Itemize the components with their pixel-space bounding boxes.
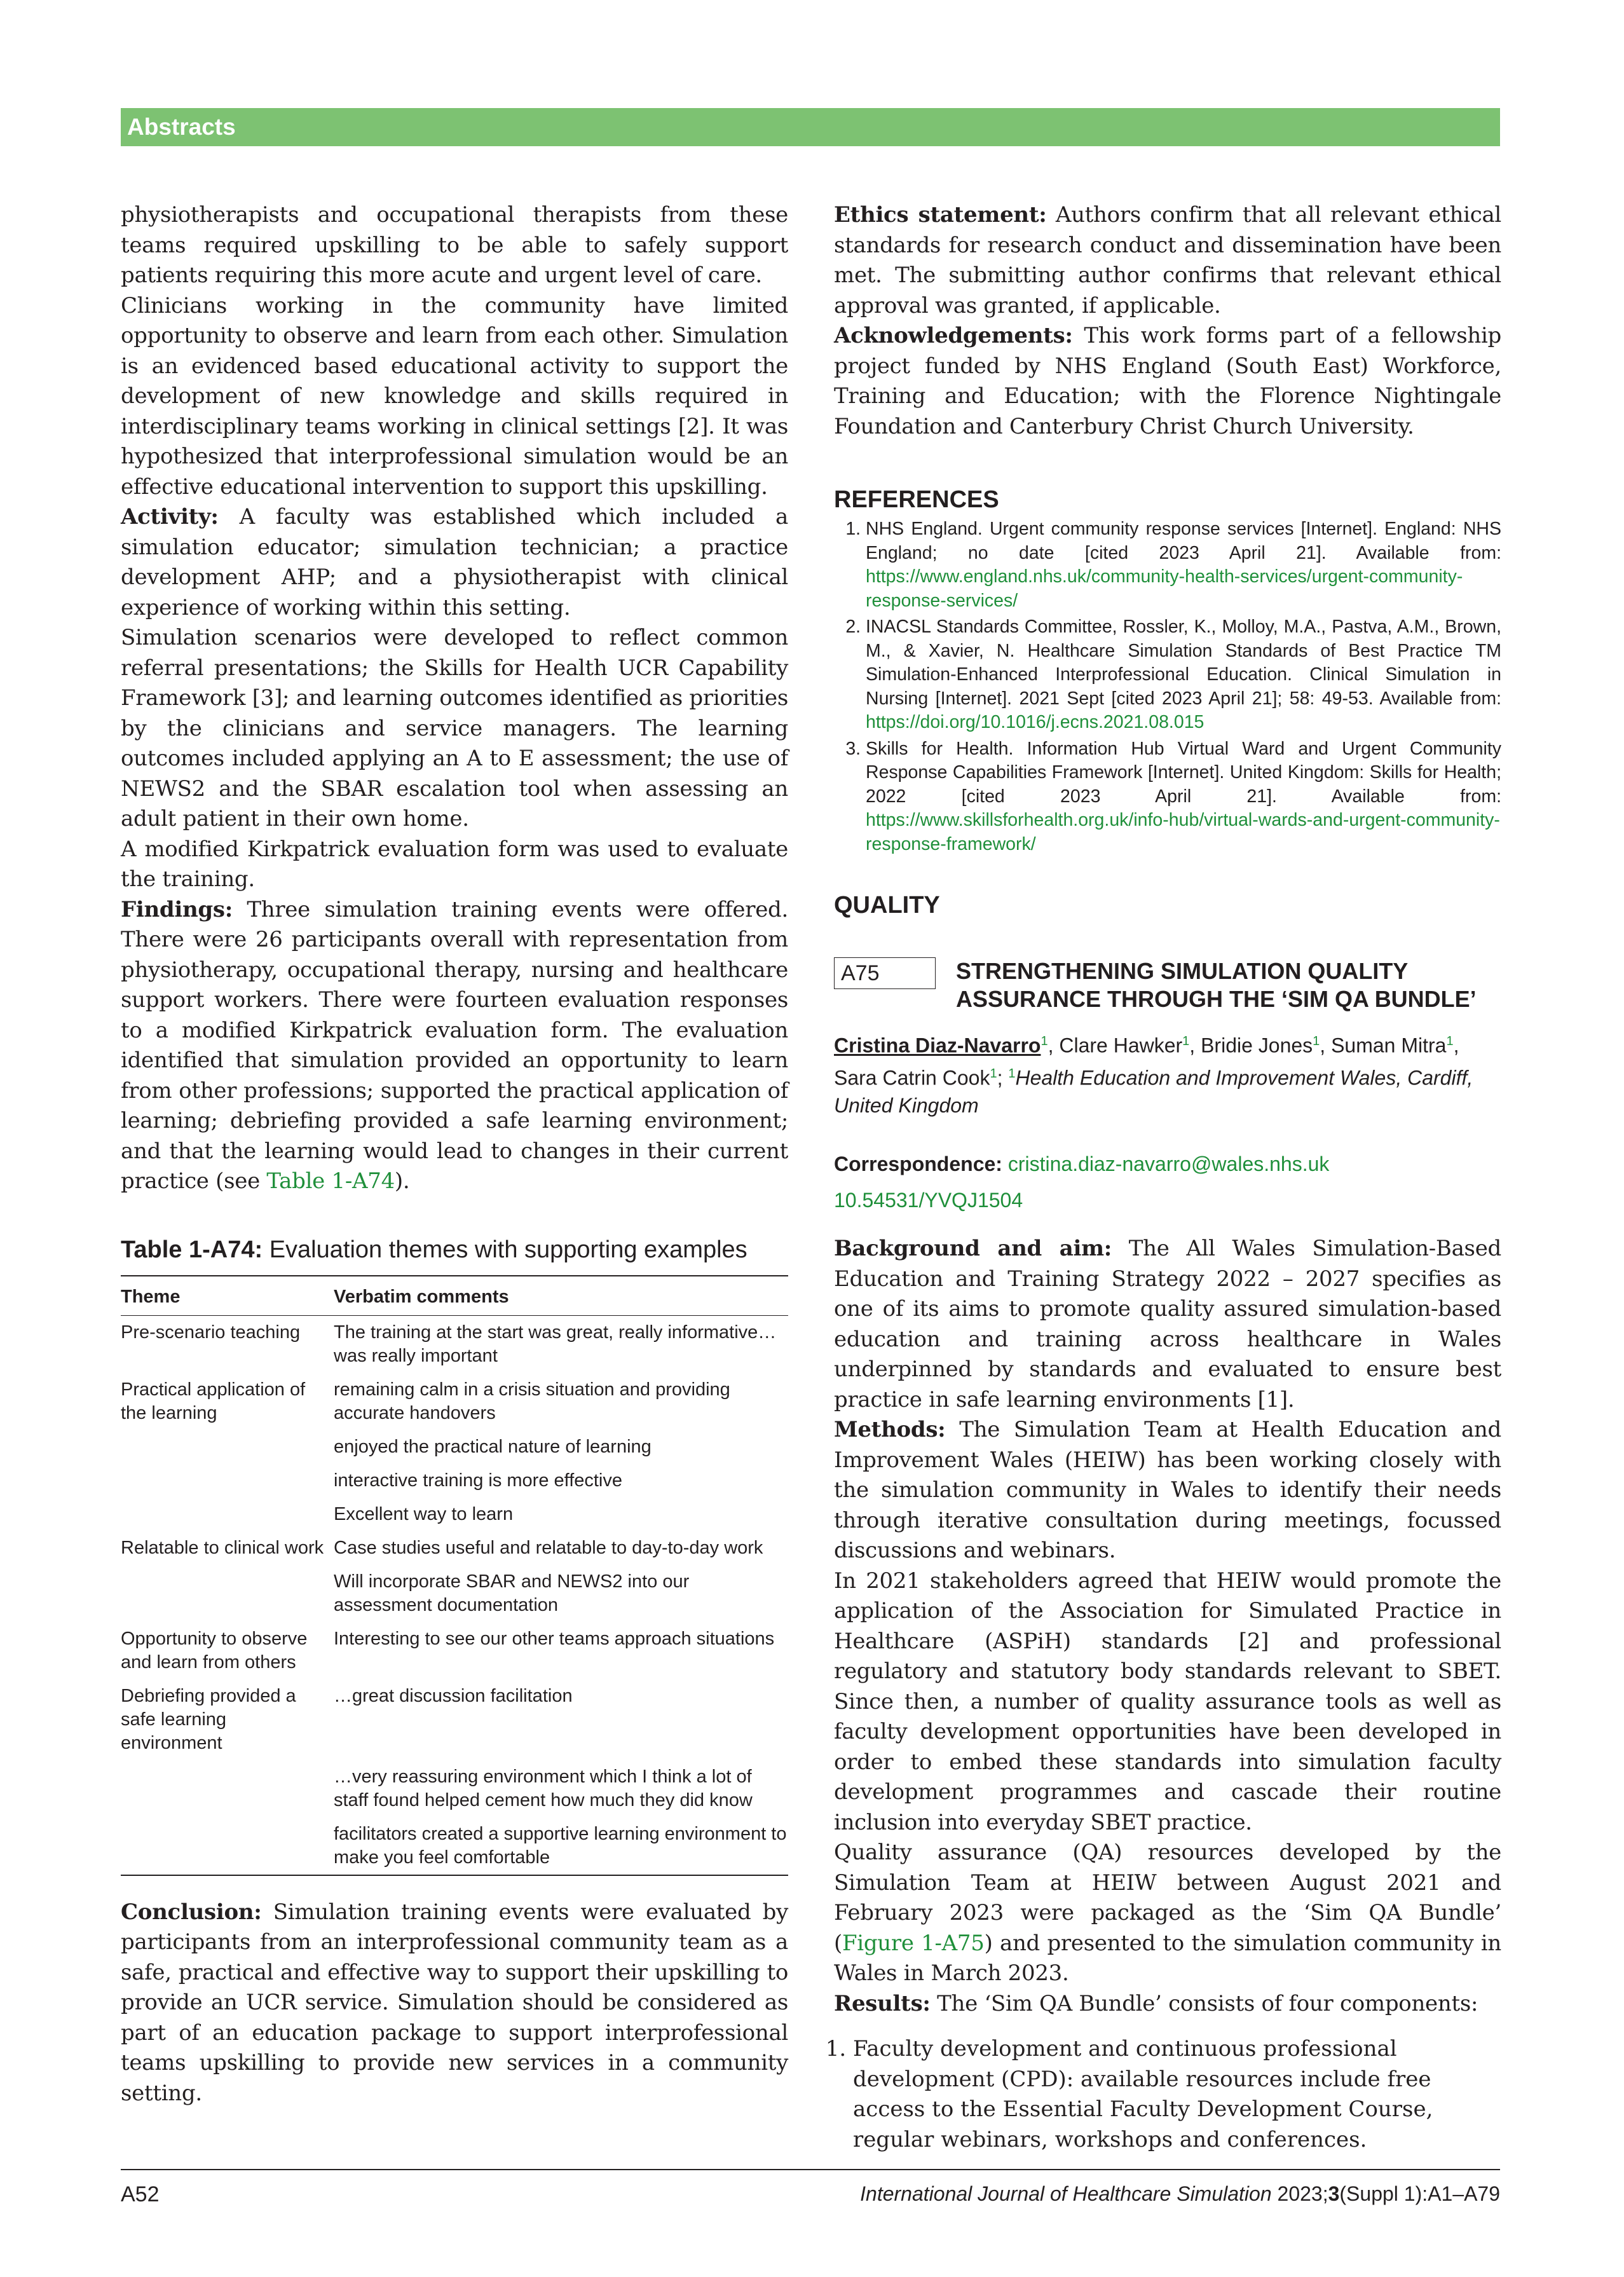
findings-end: ). [394, 1168, 410, 1194]
background-label: Background and aim: [834, 1236, 1112, 1262]
references-heading: REFERENCES [834, 486, 999, 513]
reference-item [866, 737, 1501, 857]
ethics-paragraph [834, 200, 1501, 321]
ethics-text: Authors confirm that all relevant ethical standards for research conduct and dissemination have been met. The submitting author confirms that relevant ethical approval was granted, if applicable. [834, 202, 1501, 318]
affiliation-marker: 1 [1313, 1034, 1320, 1048]
paragraph: Simulation scenarios were developed to reflect common referral presentations; the Skills for Health UCR Capability Framework [3]; and learning outcomes identified as priorities by the clinicians and service managers. The learning outcomes included applying an A to E assessment; the use of NEWS2 and the SBAR escalation tool when assessing an adult patient in their own home. [121, 625, 788, 831]
activity-label: Activity: [121, 504, 219, 530]
reference-item [866, 517, 1501, 613]
table-row [121, 1565, 788, 1622]
methods-paragraph [834, 1415, 1501, 1566]
table-title [121, 1236, 788, 1264]
author-name: Sara Catrin Cook [834, 1066, 990, 1090]
table-row [121, 1464, 788, 1498]
results-list [834, 2034, 1501, 2155]
theme-cell [121, 1817, 334, 1875]
reference-link[interactable]: https://www.england.nhs.uk/community-health-services/urgent-community-response-services/ [866, 566, 1463, 611]
author-name: Cristina Diaz-Navarro [834, 1034, 1041, 1057]
qa-paragraph [834, 1838, 1501, 1989]
left-column [121, 200, 788, 2109]
table-title-text: Evaluation themes with supporting examples [263, 1236, 747, 1263]
page-number: A52 [121, 2182, 160, 2206]
journal-citation [860, 2182, 1500, 2206]
journal-year: 2023; [1271, 2182, 1328, 2205]
affiliation-marker: 1 [1182, 1034, 1190, 1048]
comment-cell: Case studies useful and relatable to day-to-day work [334, 1537, 763, 1558]
conclusion-label: Conclusion: [121, 1899, 262, 1925]
reference-text: INACSL Standards Committee, Rossler, K., Molloy, M.A., Pastva, A.M., Brown, M., & Xavier, N. Healthcare Simulation Standards of Best Practice TM Simulation-Enhanced Interprofessional Education. Clinical Simulation in Nursing [Internet]. 2021 Sept [cited 2023 April 21]; 58: 49-53. Available from: [866, 617, 1501, 709]
findings-paragraph [121, 895, 788, 1197]
abstract-header [834, 957, 1501, 1013]
themes-table [121, 1275, 788, 1876]
paragraph: physiotherapists and occupational therapists from these teams required upskilling to be able to safely support patients requiring this more acute and urgent level of care. [121, 202, 788, 288]
table-row [121, 1679, 788, 1760]
table-header-row [121, 1276, 788, 1316]
author-name: Clare Hawker [1059, 1034, 1183, 1057]
comment-cell: …great discussion facilitation [334, 1685, 573, 1706]
doi-link[interactable]: 10.54531/YVQJ1504 [834, 1189, 1023, 1212]
affiliation-marker: 1 [1008, 1066, 1016, 1081]
column-header-comments: Verbatim comments [334, 1276, 788, 1316]
author-list: Cristina Diaz-Navarro$^1$, Clare Hawker$^1$, Bridie Jones$^1$, Suman Mitra$^1$, Sara Catrin Cook$^1$; $^1$Health Education and Improvement Wales, Cardiff, United Kingdom [834, 1034, 1473, 1118]
comment-cell: remaining calm in a crisis situation and providing accurate handovers [334, 1379, 730, 1423]
theme-cell [121, 1498, 334, 1531]
journal-name: International Journal of Healthcare Simulation [860, 2182, 1272, 2205]
affiliation-marker: 1 [1446, 1034, 1454, 1048]
right-column [834, 200, 1501, 2155]
table-row [121, 1760, 788, 1817]
comment-cell: enjoyed the practical nature of learning [334, 1436, 652, 1457]
findings-label: Findings: [121, 896, 233, 922]
table-row [121, 1531, 788, 1565]
acknowledgements-paragraph [834, 321, 1501, 442]
qa-end: ) and presented to the simulation community in Wales in March 2023. [834, 1930, 1501, 1986]
paragraph: In 2021 stakeholders agreed that HEIW would promote the application of the Association for Simulated Practice in Healthcare (ASPiH) standards [2] and professional regulatory and statutory body standards relevant to SBET. Since then, a number of quality assurance tools as well as faculty development opportunities have been developed in order to embed these standards into simulation faculty development programmes and cascade their routine inclusion into everyday SBET practice. [834, 1568, 1501, 1835]
qa-text: Quality assurance (QA) resources developed by the Simulation Team at HEIW between August 2021 and February 2023 were packaged as the ‘Sim QA Bundle’ ( [834, 1840, 1501, 1956]
background-text: The All Wales Simulation-Based Education and Training Strategy 2022 – 2027 specifies as one of its aims to promote quality assured simulation-based education and training across healthcare in Wales underpinned by standards and evaluated to ensure best practice in safe learning environments [1]. [834, 1236, 1501, 1412]
affiliation-marker: 1 [990, 1066, 997, 1081]
reference-item [866, 615, 1501, 735]
comment-cell: Interesting to see our other teams approach situations [334, 1628, 775, 1649]
reference-link[interactable]: https://doi.org/10.1016/j.ecns.2021.08.015 [866, 712, 1204, 732]
section-header [121, 108, 1500, 146]
table-row [121, 1817, 788, 1875]
abstract-title: STRENGTHENING SIMULATION QUALITY ASSURANCE THROUGH THE ‘SIM QA BUNDLE’ [956, 958, 1477, 1012]
column-header-theme: Theme [121, 1276, 334, 1316]
table-title-label: Table 1-A74: [121, 1236, 263, 1263]
references-list [834, 517, 1501, 856]
author-name: Suman Mitra [1331, 1034, 1447, 1057]
methods-text: The Simulation Team at Health Education and Improvement Wales (HEIW) has been working closely with the simulation community in Wales to identify their needs through iterative consultation during meetings, focussed discussions and webinars. [834, 1417, 1501, 1564]
reference-text: Skills for Health. Information Hub Virtual Ward and Urgent Community Response Capabilities Framework [Internet]. United Kingdom: Skills for Health; 2022 [cited 2023 April 21]. Available from: [866, 738, 1501, 807]
theme-cell [121, 1565, 334, 1622]
table-row [121, 1622, 788, 1679]
author-name: Bridie Jones [1201, 1034, 1313, 1057]
paragraph: A modified Kirkpatrick evaluation form was used to evaluate the training. [121, 836, 788, 892]
comment-cell: facilitators created a supportive learning environment to make you feel comfortable [334, 1823, 787, 1868]
comment-cell: The training at the start was great, really informative…was really important [334, 1322, 777, 1366]
footer-divider [121, 2169, 1500, 2170]
comment-cell: interactive training is more effective [334, 1470, 623, 1491]
correspondence-email-link[interactable]: cristina.diaz-navarro@wales.nhs.uk [1007, 1152, 1330, 1176]
conclusion-text: Simulation training events were evaluated by participants from an interprofessional community team as a safe, practical and effective way to support their upskilling to provide an UCR service. Simulation should be considered as part of an education package to support interprofessional teams upskilling to provide new services in a community setting. [121, 1899, 788, 2106]
correspondence-label: Correspondence: [834, 1152, 1002, 1176]
background-paragraph [834, 1234, 1501, 1415]
journal-volume: 3 [1328, 2182, 1340, 2205]
conclusion-paragraph [121, 1898, 788, 2109]
results-text: The ‘Sim QA Bundle’ consists of four components: [930, 1990, 1478, 2016]
theme-cell: Pre-scenario teaching [121, 1322, 301, 1343]
paragraph: Clinicians working in the community have limited opportunity to observe and learn from each other. Simulation is an evidenced based educational activity to support the development of new knowledge and skills required in interdisciplinary teams working in clinical settings [2]. It was hypothesized that interprofessional simulation would be an effective educational intervention to support this upskilling. [121, 292, 788, 500]
methods-label: Methods: [834, 1417, 946, 1443]
results-label: Results: [834, 1990, 931, 2016]
results-paragraph [834, 1989, 1501, 2020]
reference-link[interactable]: https://www.skillsforhealth.org.uk/info-hub/virtual-wards-and-urgent-community-response-framework/ [866, 810, 1500, 854]
figure-reference-link[interactable]: Figure 1-A75 [842, 1930, 985, 1956]
reference-text: NHS England. Urgent community response services [Internet]. England: NHS England; no date [cited 2023 April 21]. Available from: [866, 519, 1501, 563]
theme-cell: Practical application of the learning [121, 1379, 306, 1423]
ethics-label: Ethics statement: [834, 202, 1047, 228]
quality-heading: QUALITY [834, 892, 940, 919]
theme-cell [121, 1760, 334, 1817]
table-row [121, 1373, 788, 1430]
activity-paragraph [121, 502, 788, 623]
affiliation: Health Education and Improvement Wales, Cardiff, United Kingdom [834, 1066, 1473, 1118]
theme-cell: Opportunity to observe and learn from others [121, 1628, 308, 1672]
comment-cell: Will incorporate SBAR and NEWS2 into our assessment documentation [334, 1571, 690, 1615]
section-header-label: Abstracts [127, 114, 236, 140]
table-row [121, 1315, 788, 1373]
journal-issue: (Suppl 1):A1–A79 [1339, 2182, 1500, 2205]
table-row [121, 1430, 788, 1464]
abstract-id-box: A75 [834, 957, 936, 989]
theme-cell: Relatable to clinical work [121, 1537, 324, 1558]
table-reference-link[interactable]: Table 1-A74 [266, 1168, 395, 1194]
theme-cell [121, 1464, 334, 1498]
comment-cell: Excellent way to learn [334, 1503, 514, 1524]
table-row [121, 1498, 788, 1531]
acknowledgements-text: This work forms part of a fellowship project funded by NHS England (South East) Workforce, Training and Education; with the Florence Nightingale Foundation and Canterbury Christ Church University. [834, 323, 1501, 439]
correspondence [834, 1152, 1501, 1176]
results-item: 1. Faculty development and continuous professional development (CPD): available resources include free access to the Essential Faculty Development Course, regular webinars, workshops and conferences. [853, 2034, 1501, 2155]
acknowledgements-label: Acknowledgements: [834, 323, 1073, 348]
theme-cell: Debriefing provided a safe learning environment [121, 1685, 296, 1753]
theme-cell [121, 1430, 334, 1464]
comment-cell: …very reassuring environment which I think a lot of staff found helped cement how much they did know [334, 1766, 753, 1810]
affiliation-marker: 1 [1041, 1034, 1048, 1048]
activity-text: A faculty was established which included a simulation educator; simulation technician; a practice development AHP; and a physiotherapist with clinical experience of working within this setting. [121, 504, 788, 620]
findings-text: Three simulation training events were offered. There were 26 participants overall with representation from physiotherapy, occupational therapy, nursing and healthcare support workers. There were fourteen evaluation responses to a modified Kirkpatrick evaluation form. The evaluation identified that simulation provided an opportunity to learn from other professions; supported the practical application of learning; debriefing provided a safe learning environment; and that the learning would lead to changes in their current practice (see [121, 896, 788, 1194]
